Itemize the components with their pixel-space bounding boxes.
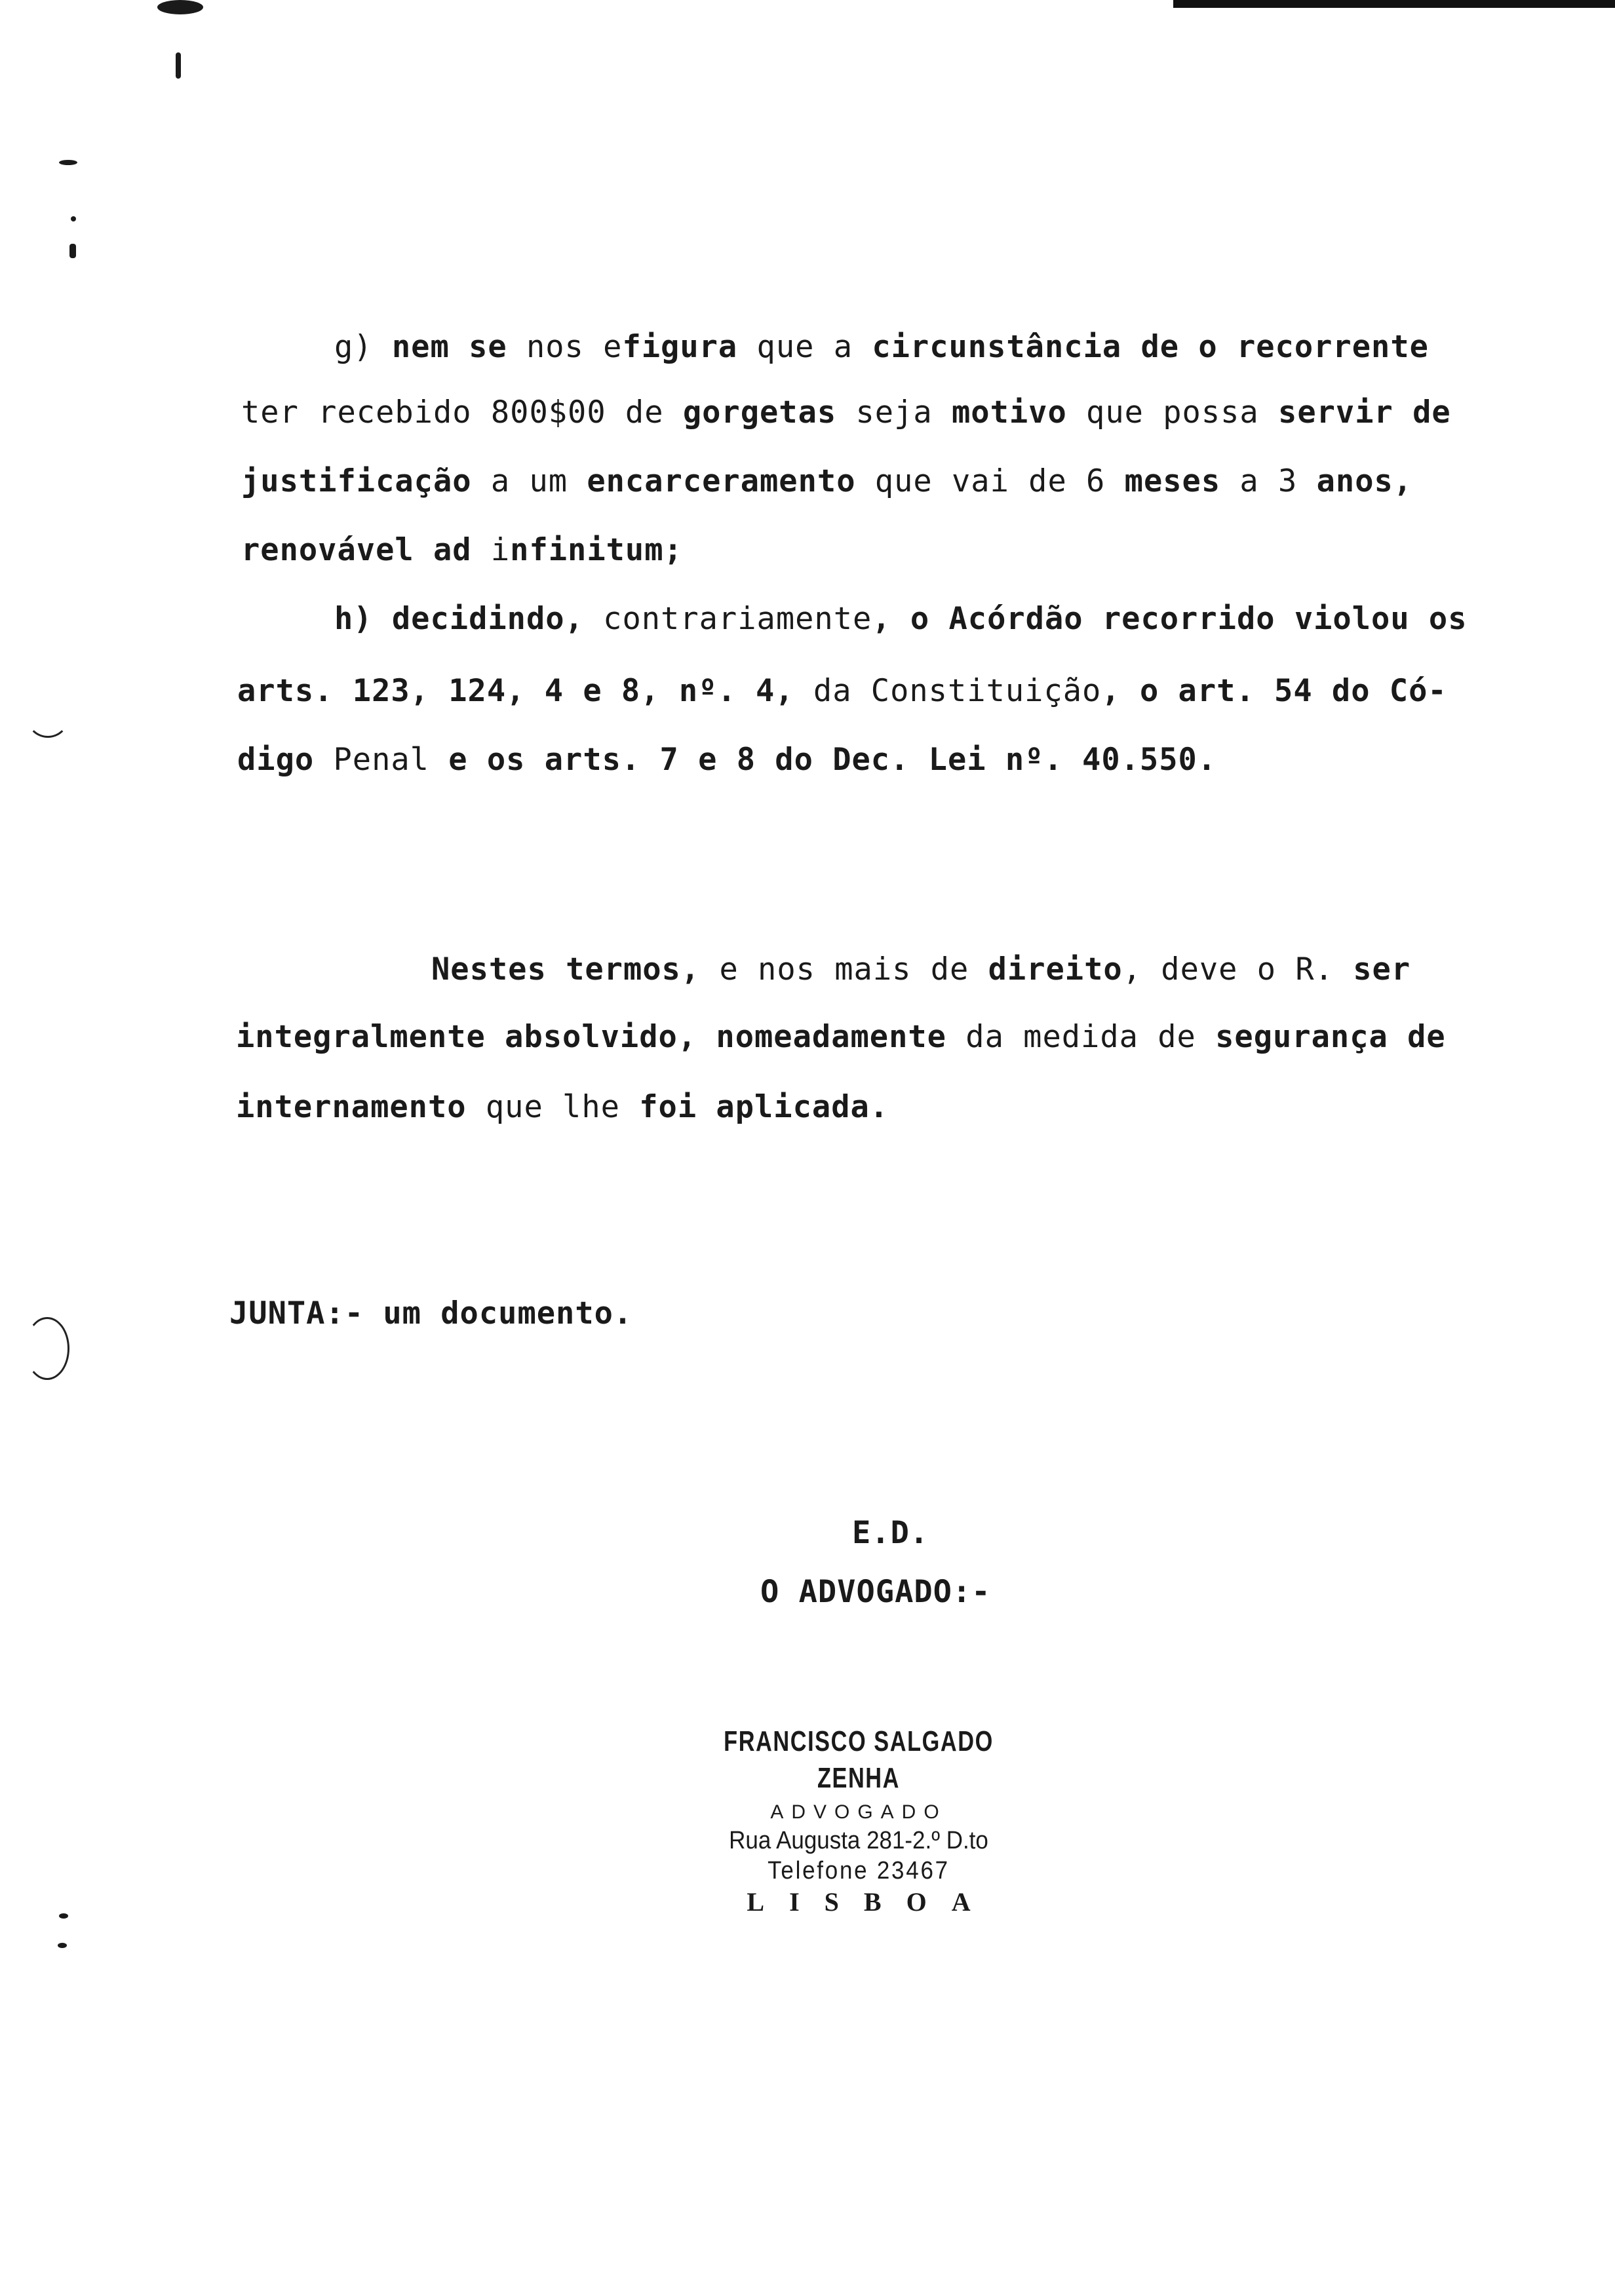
scan-blot: [157, 0, 203, 14]
closing-signature-text: O ADVOGADO:-: [760, 1574, 991, 1610]
closing-signature-label: [760, 1573, 991, 1612]
scan-blot: [59, 1913, 68, 1919]
scan-blot: [69, 244, 76, 258]
paragraph-h-line-3: [237, 740, 1216, 780]
text-run: ter recebido 800$00 de: [241, 394, 683, 430]
text-run: da medida de: [946, 1019, 1216, 1055]
text-run-bold: servir de: [1278, 394, 1451, 430]
scan-blot: [58, 1943, 67, 1948]
conclusion-line-3: [236, 1088, 889, 1127]
text-run-bold: motivo: [951, 394, 1067, 430]
lawyer-stamp: [675, 1723, 1042, 1919]
text-run: que a: [737, 329, 872, 365]
text-run-bold: gorgetas: [682, 394, 837, 430]
paragraph-g-line-1: [334, 328, 1429, 367]
text-run-bold: justificação: [241, 463, 472, 499]
paragraph-h-line-2: [237, 672, 1447, 711]
closing-ed-text: E.D.: [852, 1515, 929, 1551]
text-run: que possa: [1066, 394, 1279, 430]
stamp-title: ADVOGADO: [770, 1801, 947, 1823]
text-run-bold: direito: [988, 951, 1123, 987]
scan-blot: [59, 160, 77, 165]
text-run: Penal: [333, 742, 429, 778]
text-run-bold: aplicada.: [697, 1089, 889, 1125]
text-run: que vai de 6: [855, 463, 1125, 499]
text-run: a 3: [1220, 463, 1317, 499]
text-run-bold: arts. 123, 124, 4 e 8, nº. 4,: [237, 673, 794, 709]
attachment-label: JUNTA:-: [229, 1295, 364, 1331]
text-run-bold: integralmente absolvido,: [236, 1019, 697, 1055]
scan-blot: [71, 216, 76, 221]
stamp-name: FRANCISCO SALGADO ZENHA: [724, 1725, 994, 1794]
text-run-bold: meses: [1124, 463, 1221, 499]
text-run-bold: h): [334, 601, 392, 637]
text-run-bold: nem se: [391, 329, 507, 365]
attachment-text: um documento.: [364, 1295, 633, 1331]
text-run: que lhe: [466, 1089, 640, 1125]
text-run-bold: decidindo,: [391, 601, 584, 637]
text-run-bold: , o Acórdão recorrido violou os: [872, 601, 1468, 637]
text-run-bold: encarceramento: [587, 463, 856, 499]
text-run-bold: anos,: [1316, 463, 1413, 499]
text-run-bold: ser: [1353, 951, 1411, 987]
conclusion-line-1: [431, 950, 1411, 989]
stamp-address: Rua Augusta 281-2.º D.to: [729, 1827, 988, 1854]
text-run-bold: , o art. 54 do Có-: [1101, 673, 1447, 709]
text-run-bold: e os arts. 7 e 8 do Dec. Lei nº. 40.550.: [429, 742, 1217, 778]
scan-edge-mark: [1173, 0, 1615, 8]
text-run-bold: foi: [639, 1089, 697, 1125]
text-run: e nos mais de: [700, 951, 988, 987]
text-run-bold: renovável ad: [241, 532, 472, 568]
text-run: seja: [836, 394, 952, 430]
paragraph-g-line-2: [241, 393, 1451, 432]
text-run: , deve o R.: [1122, 951, 1353, 987]
text-run: contrariamente: [583, 601, 872, 637]
text-run-bold: segurança de: [1215, 1019, 1446, 1055]
text-run-bold: termos,: [566, 951, 701, 987]
conclusion-line-2: [236, 1018, 1446, 1057]
text-run-bold: digo: [237, 742, 334, 778]
hole-punch-mark: [25, 1317, 69, 1380]
text-run: i: [471, 532, 511, 568]
closing-ed: [852, 1514, 929, 1553]
hole-punch-mark: [26, 695, 69, 738]
text-run-bold: internamento: [236, 1089, 467, 1125]
scan-blot: [176, 52, 181, 79]
text-run: da Constituição: [794, 673, 1102, 709]
text-run: nos e: [507, 329, 623, 365]
text-run-bold: Nestes: [431, 951, 566, 987]
text-run: g): [334, 329, 392, 365]
text-run-bold: circunstância de o recorrente: [872, 329, 1429, 365]
attachment-note: [229, 1294, 632, 1333]
text-run-bold: nfinitum;: [510, 532, 683, 568]
paragraph-g-line-4: [241, 531, 683, 570]
stamp-phone: Telefone 23467: [768, 1857, 950, 1885]
text-run-bold: nomeadamente: [697, 1019, 946, 1055]
paragraph-h-line-1: [334, 600, 1468, 639]
stamp-city: LISBOA: [747, 1887, 996, 1917]
text-run-bold: figura: [622, 329, 738, 365]
paragraph-g-line-3: [241, 462, 1412, 501]
text-run: a um: [471, 463, 587, 499]
